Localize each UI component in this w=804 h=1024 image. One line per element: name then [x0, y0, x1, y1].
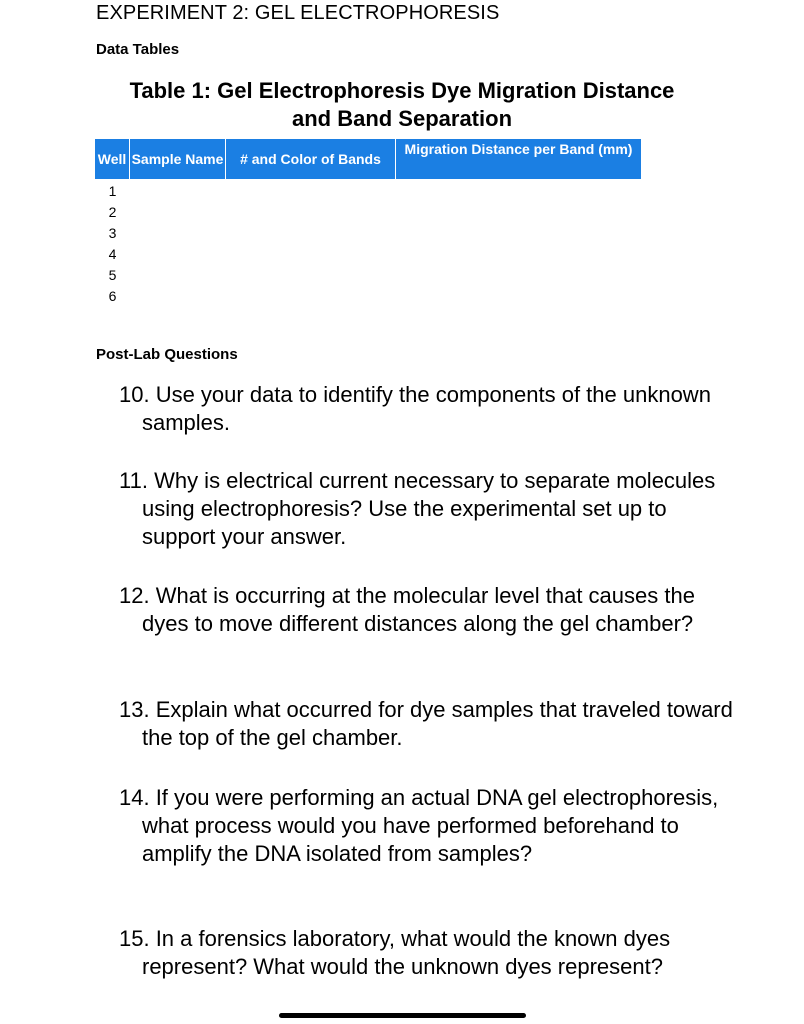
column-header-well: Well	[95, 139, 130, 179]
table-body	[95, 181, 641, 307]
question-10: 10. Use your data to identify the components of the unknown samples.	[119, 382, 711, 435]
data-tables-label: Data Tables	[96, 41, 180, 58]
column-header-migration-distance: Migration Distance per Band (mm)	[404, 141, 633, 157]
document-heading: EXPERIMENT 2: GEL ELECTROPHORESIS	[96, 2, 500, 24]
table-title-line-2: and Band Separation	[291, 106, 513, 131]
data-table	[95, 139, 641, 307]
table-row	[95, 286, 641, 307]
column-header-bands: # and Color of Bands	[226, 139, 396, 179]
table-title	[96, 77, 708, 133]
question-14: 14. If you were performing an actual DNA gel electrophoresis, what process would you have performed beforehand to amplify the DNA isolated from samples?	[119, 785, 719, 866]
question-13: 13. Explain what occurred for dye samples that traveled toward the top of the gel chamber.	[119, 697, 733, 750]
well-number: 4	[108, 246, 117, 262]
table-row	[95, 244, 641, 265]
question-15: 15. In a forensics laboratory, what would the known dyes represent? What would the unknown dyes represent?	[119, 926, 671, 979]
well-number: 5	[108, 267, 117, 283]
well-number: 6	[108, 288, 117, 304]
post-lab-questions-label: Post-Lab Questions	[96, 346, 238, 363]
well-number: 2	[108, 204, 117, 220]
column-header-sample-name: Sample Name	[130, 139, 226, 179]
well-number: 1	[108, 183, 117, 199]
table-row	[95, 202, 641, 223]
table-row	[95, 223, 641, 244]
table-row	[95, 265, 641, 286]
home-indicator[interactable]	[279, 1013, 526, 1018]
table-row	[95, 181, 641, 202]
question-11: 11. Why is electrical current necessary to separate molecules using electrophoresis? Use the experimental set up to support your answer.	[119, 468, 716, 549]
table-header	[95, 139, 641, 179]
well-number: 3	[108, 225, 117, 241]
question-12: 12. What is occurring at the molecular level that causes the dyes to move different distances along the gel chamber?	[119, 583, 695, 636]
table-title-line-1: Table 1: Gel Electrophoresis Dye Migration Distance	[129, 78, 675, 103]
